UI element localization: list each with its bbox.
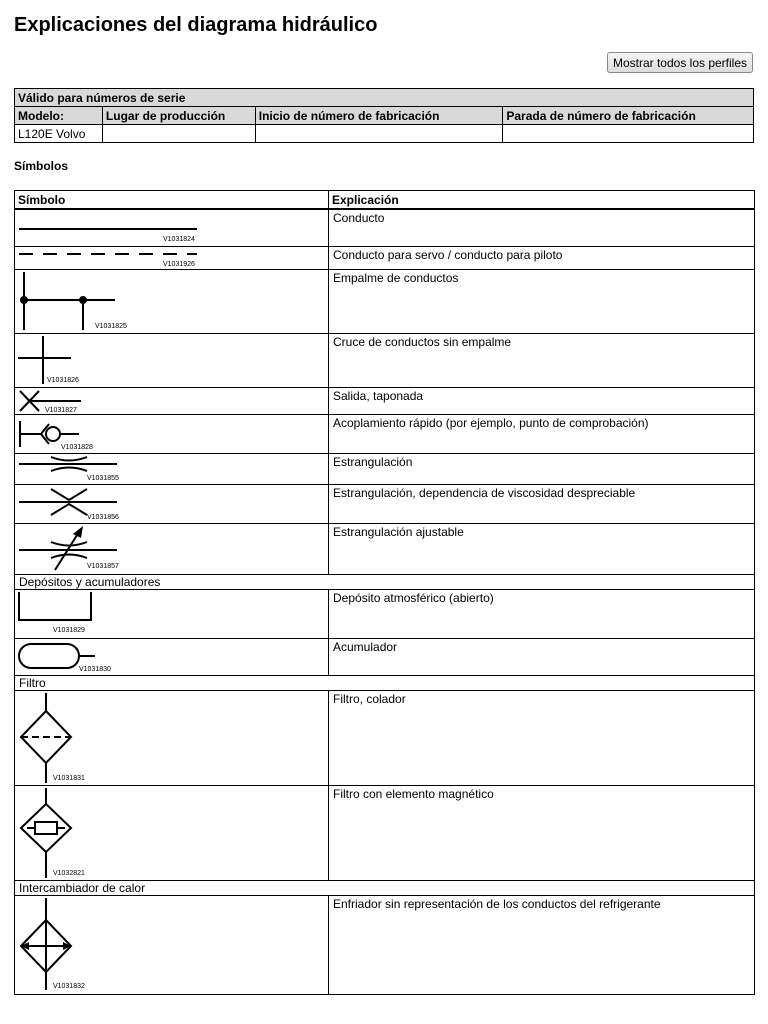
dashed-line-symbol-icon (15, 247, 215, 269)
symbol-code: V1031831 (53, 775, 85, 782)
plugged-outlet-symbol-icon (15, 388, 215, 414)
cell-model: L120E Volvo (15, 125, 103, 143)
symbols-table (14, 190, 755, 995)
throttle-symbol-icon (15, 454, 215, 484)
quick-coupling-symbol-icon (15, 415, 215, 453)
cell-serial-stop (503, 125, 754, 143)
category-label: Filtro (15, 676, 755, 691)
symbol-code: V1031826 (47, 377, 79, 384)
table-row (15, 639, 755, 676)
adjustable-throttle-symbol-icon (15, 524, 215, 574)
symbol-explanation: Filtro con elemento magnético (329, 786, 755, 881)
magnetic-filter-symbol-icon (15, 786, 215, 880)
table-row (15, 247, 755, 270)
category-row (15, 676, 755, 691)
table-row (15, 388, 755, 415)
table-row (15, 415, 755, 454)
cell-serial-start (255, 125, 503, 143)
table-row (15, 691, 755, 786)
symbol-code: V1031824 (163, 236, 195, 243)
symbol-explanation: Estrangulación ajustable (329, 524, 755, 575)
table-row (15, 896, 755, 995)
symbol-code: V1031828 (61, 444, 93, 451)
column-symbol: Símbolo (15, 191, 329, 210)
category-label: Depósitos y acumuladores (15, 575, 755, 590)
symbol-code: V1031830 (79, 666, 111, 673)
column-serial-stop: Parada de número de fabricación (503, 107, 754, 125)
cell-production-site (102, 125, 255, 143)
symbol-explanation: Empalme de conductos (329, 270, 755, 334)
serial-number-table (14, 88, 754, 143)
table-row (15, 270, 755, 334)
table-row (15, 524, 755, 575)
symbol-explanation: Depósito atmosférico (abierto) (329, 590, 755, 639)
symbol-explanation: Cruce de conductos sin empalme (329, 334, 755, 388)
serial-table-header: Válido para números de serie (15, 89, 754, 107)
table-row (15, 209, 755, 247)
symbol-code: V1031827 (45, 407, 77, 414)
symbol-code: V1031857 (87, 563, 119, 570)
table-row (15, 454, 755, 485)
symbol-explanation: Enfriador sin representación de los conductos del refrigerante (329, 896, 755, 995)
line-crossing-symbol-icon (15, 334, 215, 387)
symbol-explanation: Estrangulación, dependencia de viscosidad despreciable (329, 485, 755, 524)
symbol-explanation: Acumulador (329, 639, 755, 676)
page-title: Explicaciones del diagrama hidráulico (14, 14, 378, 36)
open-reservoir-symbol-icon (15, 590, 215, 638)
symbol-code: V1031855 (87, 475, 119, 482)
symbol-explanation: Salida, taponada (329, 388, 755, 415)
filter-symbol-icon (15, 691, 215, 785)
table-row (15, 334, 755, 388)
table-row (15, 485, 755, 524)
column-explanation: Explicación (329, 191, 755, 210)
symbol-code: V1031829 (53, 627, 85, 634)
show-all-profiles-button[interactable]: Mostrar todos los perfiles (607, 52, 753, 73)
symbol-code: V1032821 (53, 870, 85, 877)
cooler-symbol-icon (15, 896, 215, 994)
symbol-code: V1031832 (53, 983, 85, 990)
accumulator-symbol-icon (15, 639, 215, 675)
line-symbol-icon (15, 210, 215, 246)
symbol-code: V1031856 (87, 514, 119, 521)
category-label: Intercambiador de calor (15, 881, 755, 896)
viscosity-throttle-symbol-icon (15, 485, 215, 523)
column-serial-start: Inicio de número de fabricación (255, 107, 503, 125)
table-row (15, 590, 755, 639)
symbol-explanation: Conducto para servo / conducto para piloto (329, 247, 755, 270)
symbols-heading: Símbolos (14, 159, 69, 173)
line-junction-symbol-icon (15, 270, 215, 333)
column-production-site: Lugar de producción (102, 107, 255, 125)
category-row (15, 881, 755, 896)
symbol-explanation: Acoplamiento rápido (por ejemplo, punto de comprobación) (329, 415, 755, 454)
symbol-explanation: Filtro, colador (329, 691, 755, 786)
column-model: Modelo: (15, 107, 103, 125)
symbol-code: V1031825 (95, 323, 127, 330)
symbol-code: V1031926 (163, 261, 195, 268)
table-row (15, 786, 755, 881)
category-row (15, 575, 755, 590)
symbol-explanation: Estrangulación (329, 454, 755, 485)
symbol-explanation: Conducto (329, 209, 755, 247)
